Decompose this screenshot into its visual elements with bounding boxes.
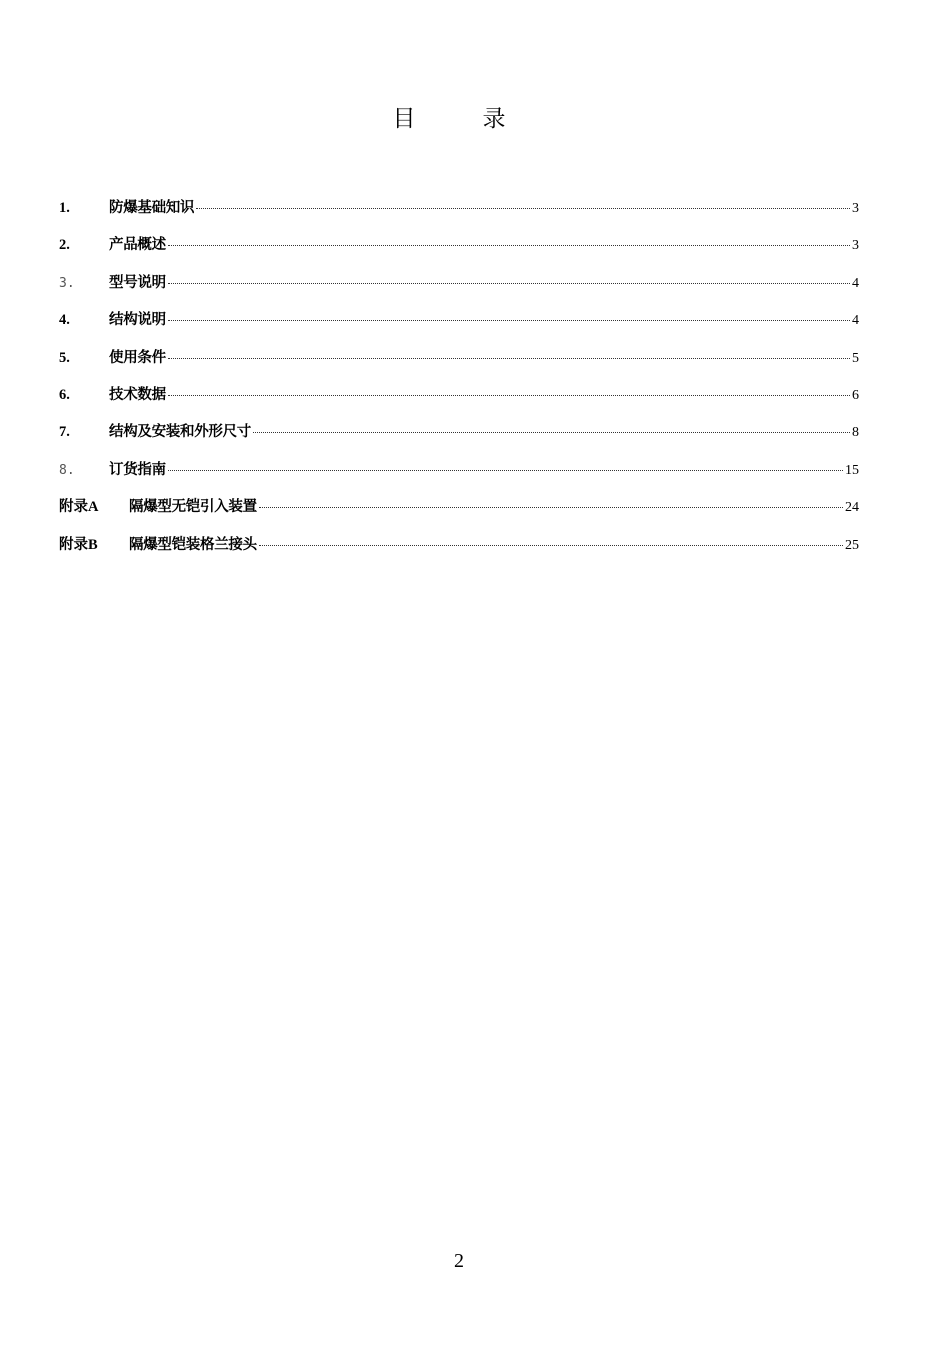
toc-entry-page: 8 [852, 425, 859, 441]
toc-entry-number: 7. [59, 424, 70, 441]
toc-dot-leader [168, 470, 843, 471]
toc-entry-page: 4 [852, 275, 859, 291]
toc-entry-title: 隔爆型无铠引入装置 [129, 499, 257, 516]
toc-dot-leader [168, 395, 850, 396]
toc-entry-number: 4. [59, 312, 70, 329]
toc-entry-5[interactable] [59, 346, 859, 383]
toc-dot-leader [168, 283, 850, 284]
table-of-contents [59, 196, 859, 570]
toc-dot-leader [168, 320, 850, 321]
page-title: 目 录 [392, 106, 528, 132]
toc-entry-7[interactable] [59, 420, 859, 457]
toc-entry-title: 订货指南 [109, 461, 166, 478]
toc-entry-page: 6 [852, 387, 859, 403]
toc-entry-title: 型号说明 [109, 274, 166, 291]
toc-entry-2[interactable] [59, 233, 859, 270]
toc-entry-title: 使用条件 [109, 349, 166, 366]
toc-entry-page: 4 [852, 313, 859, 329]
toc-entry-number: 6. [59, 386, 70, 403]
toc-dot-leader [196, 208, 850, 209]
toc-dot-leader [253, 432, 850, 433]
toc-entry-number: 8. [59, 462, 75, 478]
toc-dot-leader [259, 545, 843, 546]
toc-entry-page: 5 [852, 350, 859, 366]
toc-entry-number: 附录A [59, 499, 99, 516]
toc-entry-title: 防爆基础知识 [109, 200, 195, 216]
toc-entry-number: 3. [59, 275, 75, 291]
toc-entry-title: 产品概述 [109, 237, 166, 254]
toc-dot-leader [259, 507, 843, 508]
toc-entry-page: 3 [852, 201, 859, 216]
toc-entry-number: 附录B [59, 536, 98, 553]
toc-entry-8[interactable] [59, 458, 859, 495]
page-number: 2 [454, 1250, 464, 1272]
toc-entry-title: 结构及安装和外形尺寸 [109, 424, 251, 441]
toc-entry-appendix-a[interactable] [59, 495, 859, 532]
toc-entry-number: 5. [59, 349, 70, 366]
toc-entry-page: 24 [845, 500, 859, 516]
toc-entry-6[interactable] [59, 383, 859, 420]
toc-entry-title: 技术数据 [109, 386, 166, 403]
toc-entry-page: 25 [845, 537, 859, 553]
toc-entry-title: 隔爆型铠装格兰接头 [129, 536, 257, 553]
toc-dot-leader [168, 358, 850, 359]
toc-entry-appendix-b[interactable] [59, 533, 859, 570]
toc-entry-number: 1. [59, 200, 70, 216]
toc-entry-1[interactable] [59, 196, 859, 233]
toc-dot-leader [168, 245, 850, 246]
toc-entry-4[interactable] [59, 308, 859, 345]
toc-entry-3[interactable] [59, 271, 859, 308]
toc-entry-title: 结构说明 [109, 312, 166, 329]
toc-entry-page: 3 [852, 238, 859, 254]
toc-entry-number: 2. [59, 237, 70, 254]
toc-entry-page: 15 [845, 462, 859, 478]
